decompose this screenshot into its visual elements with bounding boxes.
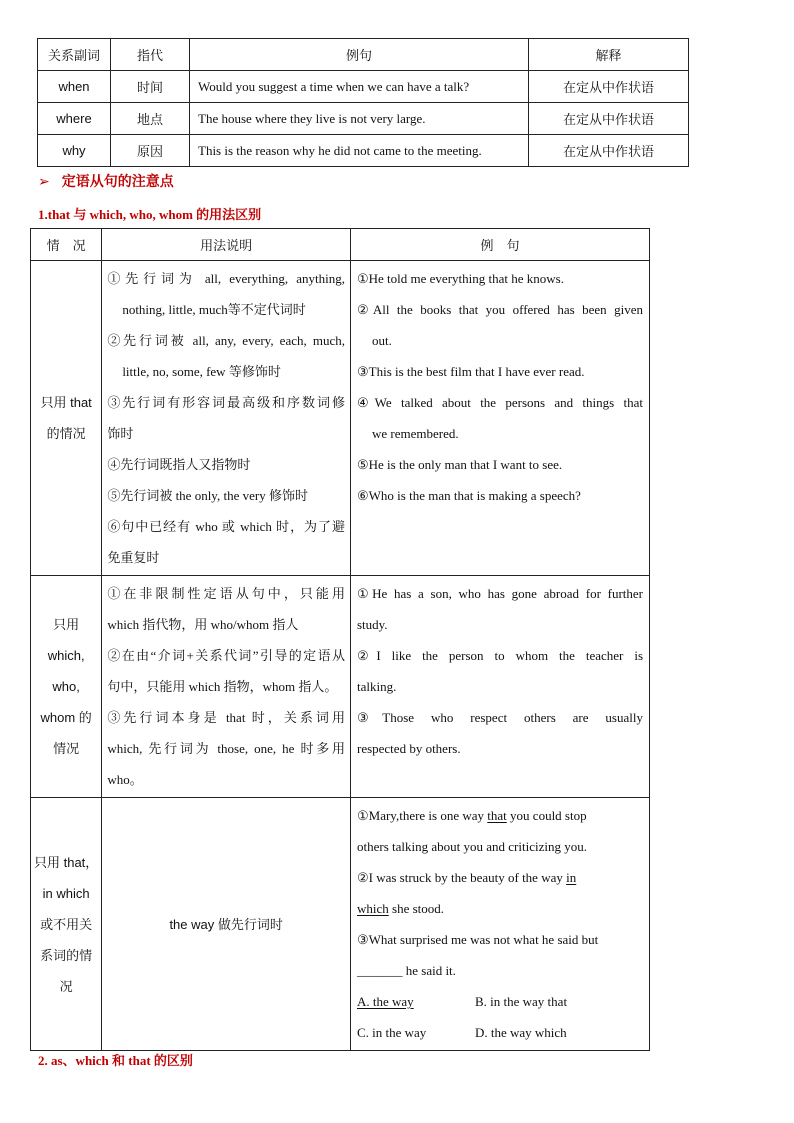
text-line: ④We talked about the persons and things that [356,395,643,410]
relative-adverb-table [37,38,689,167]
example-cell [350,798,649,1051]
usage-comparison-table [30,228,650,1051]
text-line: ①He has a son, who has gone abroad for further [356,586,643,601]
text-line: ②All the books that you offered has been given [356,302,643,317]
table-cell: 在定从中作状语 [529,71,689,103]
header-cell: 指代 [111,39,190,71]
table-cell: This is the reason why he did not came to the meeting. [190,135,529,167]
text-line: 句中，只能用 which 指物，whom 指人。 [107,679,338,694]
table-row [31,261,650,576]
text-line: ②I like the person to whom the teacher is [356,648,643,663]
usage-cell [102,576,351,798]
text-line: respected by others. [356,741,461,756]
text-line: 情况 [53,741,80,756]
text-line: ①He told me everything that he knows. [356,271,564,286]
table-cell: Would you suggest a time when we can have a talk? [190,71,529,103]
usage-cell [102,261,351,576]
text-line: 只用 [53,617,80,632]
text-line: ⑥句中已经有 who 或 which 时，为了避 [107,519,345,534]
text-span: ①Mary,there is one way [356,808,488,823]
text-line: study. [356,617,388,632]
situation-cell [31,261,102,576]
text-line: 或不用关 [40,916,93,932]
text-line: ②先行词被 all, any, every, each, much, [107,333,345,348]
text-line: ⑤先行词被 the only, the very 修饰时 [107,488,308,503]
text-line: ③先行词有形容词最高级和序数词修 [107,395,345,410]
text-line: 系词的情 [40,947,93,963]
text-line [357,862,643,893]
text-line: ②在由“介词+关系代词”引导的定语从 [107,648,345,663]
header-cell: 用法说明 [102,229,351,261]
table-cell: when [38,71,111,103]
table-cell: 在定从中作状语 [529,103,689,135]
underlined-answer: which [356,901,389,916]
arrow-bullet-icon: ➢ [38,173,50,189]
text-line [357,955,643,986]
table-cell: why [38,135,111,167]
underlined-answer: that [487,808,507,823]
header-cell: 关系副词 [38,39,111,71]
table-row [38,71,689,103]
option-c: C. in the way [356,1025,427,1040]
table-cell: The house where they live is not very large. [190,103,529,135]
text-line [357,893,643,924]
text-span: he said it. [402,963,456,978]
options-line [357,986,643,1017]
text-line: 只用 that， [34,854,99,870]
table-row [31,798,650,1051]
subheading-1: 1.that 与 which, who, whom 的用法区别 [38,207,262,222]
example-cell [350,261,649,576]
text-line: others talking about you and criticizing you. [356,839,587,854]
header-cell: 例句 [190,39,529,71]
text-line: in which [42,885,90,901]
option-a [357,986,475,1017]
table-cell: 在定从中作状语 [529,135,689,167]
table-cell: 时间 [111,71,190,103]
section-heading [38,171,174,191]
text-line: which 指代物，用 who/whom 指人 [107,617,299,632]
table-header-row [38,39,689,71]
text-line [357,800,643,831]
option-d: D. the way which [474,1025,567,1040]
header-cell: 解释 [529,39,689,71]
header-cell: 情 况 [31,229,102,261]
text-line: ④先行词既指人又指物时 [107,457,251,472]
text-line: which, 先行词为 those, one, he 时多用 [107,741,345,756]
text-line: which, [47,648,85,663]
text-line: little, no, some, few 等修饰时 [122,364,281,379]
table-cell: where [38,103,111,135]
text-line: ③Those who respect others are usually [356,710,643,725]
text-line: out. [371,333,392,348]
header-cell: 例 句 [350,229,649,261]
situation-cell [31,798,102,1051]
usage-cell: the way 做先行词时 [102,798,351,1051]
table-cell: 地点 [111,103,190,135]
text-line: 只用 that [40,395,92,410]
text-line: 饰时 [107,426,134,441]
text-line: who, [52,679,80,694]
text-line: we remembered. [371,426,459,441]
table-row [38,103,689,135]
options-line [357,1017,643,1048]
table-row [31,576,650,798]
text-line: whom 的 [40,710,92,725]
text-line: 况 [59,978,73,994]
text-span: she stood. [388,901,445,916]
table-cell: 原因 [111,135,190,167]
section-heading-text: 定语从句的注意点 [61,173,174,189]
text-line: ③先行词本身是 that 时，关系词用 [107,710,345,725]
table-header-row [31,229,650,261]
option-a-text: A. the way [356,994,414,1009]
table-row [38,135,689,167]
text-line: nothing, little, much等不定代词时 [122,302,306,317]
text-line: 的情况 [46,426,86,441]
text-line: ①先行词为 all, everything, anything, [107,271,345,286]
text-line: who。 [107,772,143,787]
text-line: ⑤He is the only man that I want to see. [356,457,563,472]
answer-blank: _______ [356,963,403,978]
text-line: ③What surprised me was not what he said but [356,932,599,947]
subheading-2: 2. as、which 和 that 的区别 [38,1053,193,1068]
example-cell [350,576,649,798]
underlined-answer: in [566,870,577,885]
situation-cell [31,576,102,798]
text-span: you could stop [506,808,587,823]
text-span: ②I was struck by the beauty of the way [356,870,567,885]
text-line: ①在非限制性定语从句中，只能用 [107,586,345,601]
text-line: ⑥Who is the man that is making a speech? [356,488,581,503]
text-line: talking. [356,679,397,694]
text-line: ③This is the best film that I have ever read. [356,364,585,379]
option-b: B. in the way that [474,994,568,1009]
text-line: 免重复时 [107,550,160,565]
